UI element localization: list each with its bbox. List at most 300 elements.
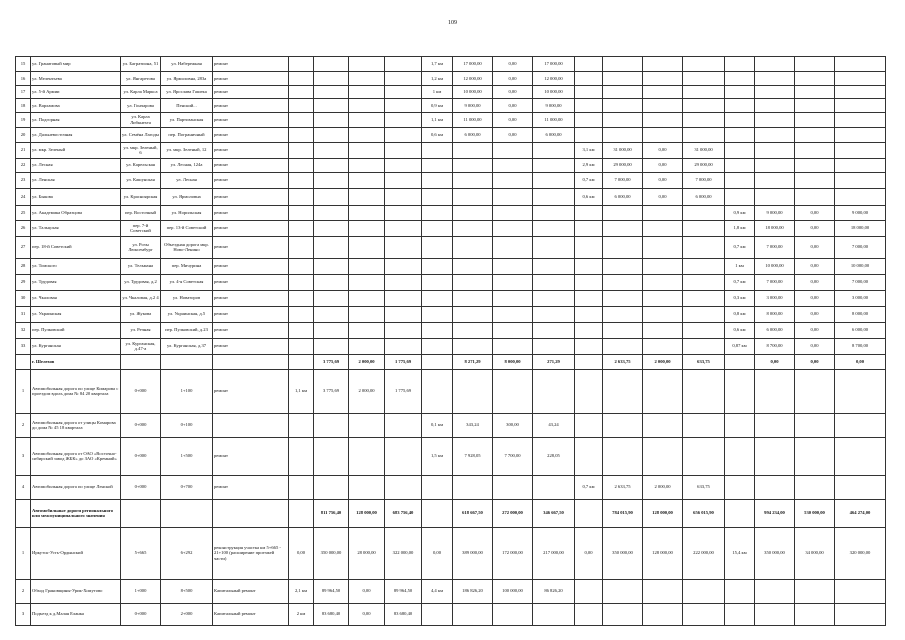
table-cell: ул. Карла Маркса: [121, 85, 161, 99]
table-cell: 3 775,69: [314, 354, 349, 369]
table-cell: [349, 205, 385, 220]
table-cell: 128 000,00: [643, 499, 683, 527]
table-cell: [349, 142, 385, 158]
table-cell: 8 000,00: [755, 306, 795, 322]
table-cell: [683, 127, 725, 142]
table-cell: 0,00: [795, 354, 835, 369]
table-cell: 1,2 км: [422, 72, 453, 86]
table-cell: [314, 57, 349, 72]
table-cell: [314, 99, 349, 113]
table-cell: [643, 338, 683, 354]
table-cell: [643, 579, 683, 603]
table-cell: 28: [16, 258, 31, 274]
table-cell: [755, 99, 795, 113]
table-cell: ул. Багратиона, 51: [121, 57, 161, 72]
table-cell: [533, 236, 575, 258]
table-cell: [575, 112, 603, 127]
table-cell: [453, 290, 493, 306]
table-cell: 172 000,00: [493, 527, 533, 579]
table-cell: [533, 188, 575, 205]
table-row: [16, 322, 886, 338]
table-cell: 0+000: [121, 603, 161, 625]
table-cell: [213, 354, 289, 369]
table-cell: [385, 437, 422, 475]
table-cell: [533, 290, 575, 306]
table-cell: [755, 127, 795, 142]
table-cell: [314, 158, 349, 172]
table-cell: 530 000,00: [795, 499, 835, 527]
table-cell: 17 000,00: [533, 57, 575, 72]
table-cell: [603, 236, 643, 258]
table-cell: 89 964,50: [385, 579, 422, 603]
table-cell: 343,24: [453, 413, 493, 437]
table-cell: [385, 306, 422, 322]
table-cell: 29: [16, 274, 31, 290]
table-cell: [795, 369, 835, 413]
table-cell: 3 000,00: [835, 290, 886, 306]
table-cell: [835, 85, 886, 99]
table-cell: [795, 112, 835, 127]
table-cell: [453, 236, 493, 258]
table-cell: 4,4 км: [422, 579, 453, 603]
table-cell: 2 633,75: [603, 475, 643, 499]
table-cell: [422, 158, 453, 172]
table-cell: [835, 579, 886, 603]
table-cell: ремонт: [213, 258, 289, 274]
table-cell: [289, 290, 314, 306]
table-cell: [314, 142, 349, 158]
table-cell: [683, 112, 725, 127]
table-cell: [603, 603, 643, 625]
table-cell: 1,7 км: [422, 57, 453, 72]
table-cell: 0,1 км: [422, 413, 453, 437]
table-cell: 320 000,00: [835, 527, 886, 579]
table-cell: [575, 499, 603, 527]
table-cell: [643, 258, 683, 274]
table-cell: [289, 437, 314, 475]
table-cell: [643, 290, 683, 306]
table-cell: ул. Кашунская: [121, 172, 161, 188]
table-cell: 19: [16, 112, 31, 127]
table-cell: [349, 158, 385, 172]
table-cell: 0,00: [349, 579, 385, 603]
table-cell: 2,9 км: [575, 158, 603, 172]
table-cell: ул. Ярослава Гашека: [161, 85, 213, 99]
table-cell: 350 000,00: [314, 527, 349, 579]
table-cell: 0,00: [643, 158, 683, 172]
table-cell: [755, 437, 795, 475]
table-cell: 27: [16, 236, 31, 258]
table-cell: [683, 437, 725, 475]
table-cell: [289, 172, 314, 188]
table-cell: [161, 354, 213, 369]
table-cell: [493, 475, 533, 499]
table-cell: [289, 413, 314, 437]
table-cell: [533, 322, 575, 338]
table-cell: [422, 354, 453, 369]
table-cell: [603, 72, 643, 86]
table-cell: 0,7 км: [725, 236, 755, 258]
table-cell: [349, 112, 385, 127]
table-cell: ул. Розы Люксембург: [121, 236, 161, 258]
table-cell: [493, 220, 533, 236]
table-cell: [643, 603, 683, 625]
table-cell: [349, 413, 385, 437]
table-cell: [835, 188, 886, 205]
table-cell: [385, 85, 422, 99]
table-cell: 271,29: [533, 354, 575, 369]
table-cell: 0,9 км: [725, 205, 755, 220]
table-cell: [385, 220, 422, 236]
table-cell: 683 756,40: [385, 499, 422, 527]
table-cell: [493, 369, 533, 413]
table-cell: [422, 290, 453, 306]
table-cell: 811 756,40: [314, 499, 349, 527]
table-cell: [493, 274, 533, 290]
table-cell: [493, 236, 533, 258]
table-cell: [493, 603, 533, 625]
table-row: [16, 290, 886, 306]
table-cell: [755, 57, 795, 72]
table-cell: [835, 369, 886, 413]
table-cell: 3: [16, 437, 31, 475]
table-cell: [683, 274, 725, 290]
table-cell: [453, 322, 493, 338]
table-cell: [575, 57, 603, 72]
table-cell: пер. 7-й Советский: [121, 220, 161, 236]
table-cell: 0,00: [493, 72, 533, 86]
table-cell: [683, 72, 725, 86]
table-cell: 0,87 км: [725, 338, 755, 354]
table-cell: [493, 142, 533, 158]
table-cell: [795, 85, 835, 99]
table-cell: [493, 158, 533, 172]
table-cell: ул. Гранатовый мир: [31, 57, 121, 72]
table-cell: [575, 306, 603, 322]
table-cell: [314, 274, 349, 290]
table-cell: 2,1 км: [289, 579, 314, 603]
table-cell: [385, 236, 422, 258]
table-row: [16, 127, 886, 142]
table-cell: [289, 220, 314, 236]
table-cell: [314, 85, 349, 99]
table-cell: пер. 13-й Советский: [161, 220, 213, 236]
table-cell: [493, 322, 533, 338]
table-cell: [314, 290, 349, 306]
table-cell: [349, 188, 385, 205]
table-cell: [453, 338, 493, 354]
table-cell: [575, 85, 603, 99]
table-cell: ремонт: [213, 172, 289, 188]
table-cell: [755, 72, 795, 86]
table-cell: 9 000,00: [835, 205, 886, 220]
table-cell: [725, 112, 755, 127]
table-cell: 2 000,00: [643, 354, 683, 369]
table-row: [16, 99, 886, 113]
table-cell: ул. Дальневосточная: [31, 127, 121, 142]
table-cell: [603, 99, 643, 113]
table-cell: [16, 354, 31, 369]
table-cell: Подъезд к д.Малая Еланка: [31, 603, 121, 625]
table-cell: [835, 413, 886, 437]
table-cell: 1: [16, 369, 31, 413]
table-cell: 7 700,00: [493, 437, 533, 475]
table-cell: [533, 142, 575, 158]
table-cell: [575, 579, 603, 603]
table-cell: ул. Украинская: [31, 306, 121, 322]
table-cell: 31 000,00: [603, 142, 643, 158]
table-cell: [289, 99, 314, 113]
table-cell: 10 000,00: [533, 85, 575, 99]
table-cell: [575, 322, 603, 338]
table-cell: [422, 205, 453, 220]
table-cell: [835, 127, 886, 142]
table-cell: [314, 127, 349, 142]
table-cell: [725, 85, 755, 99]
table-cell: 186 826,20: [453, 579, 493, 603]
table-cell: реконструкция участка км 5+665 - 21+100 (расширение проезжей части): [213, 527, 289, 579]
table-cell: 618 667,50: [453, 499, 493, 527]
road-works-table: [15, 56, 886, 626]
table-cell: ул. Лесная: [31, 158, 121, 172]
table-cell: ремонт: [213, 322, 289, 338]
table-cell: ул. Курганская, д.47-а: [121, 338, 161, 354]
table-cell: [683, 258, 725, 274]
table-cell: ремонт: [213, 338, 289, 354]
table-cell: [725, 603, 755, 625]
table-cell: ремонт: [213, 306, 289, 322]
table-cell: [385, 99, 422, 113]
table-cell: [755, 369, 795, 413]
table-cell: 18 000,00: [835, 220, 886, 236]
table-cell: 128 000,00: [349, 499, 385, 527]
table-cell: [575, 236, 603, 258]
table-row: [16, 72, 886, 86]
table-cell: [755, 158, 795, 172]
table-row: [16, 258, 886, 274]
table-cell: [533, 338, 575, 354]
table-cell: [533, 220, 575, 236]
table-cell: ремонт: [213, 85, 289, 99]
table-cell: 8 700,00: [755, 338, 795, 354]
table-cell: [795, 172, 835, 188]
table-cell: 1+000: [121, 579, 161, 603]
table-cell: [533, 205, 575, 220]
table-cell: [835, 172, 886, 188]
table-cell: [453, 220, 493, 236]
table-cell: 2: [16, 579, 31, 603]
table-cell: [643, 205, 683, 220]
table-cell: [314, 258, 349, 274]
table-cell: [385, 290, 422, 306]
table-cell: Иркутск-Усть-Ордынский: [31, 527, 121, 579]
table-cell: 6 000,00: [533, 127, 575, 142]
table-cell: 0,00: [795, 338, 835, 354]
table-cell: 10 000,00: [755, 258, 795, 274]
table-cell: [422, 475, 453, 499]
table-cell: ул. Норильская: [161, 205, 213, 220]
table-cell: Автомобильные дороги регионального или межмуниципального значения: [31, 499, 121, 527]
table-cell: ул. Ярмоловна, 283а: [161, 72, 213, 86]
table-cell: 7 000,00: [835, 236, 886, 258]
table-cell: [314, 220, 349, 236]
table-cell: [795, 475, 835, 499]
table-cell: [422, 274, 453, 290]
table-cell: пер. Восточный: [121, 205, 161, 220]
table-cell: ул. Украинская, д.5: [161, 306, 213, 322]
table-cell: [725, 579, 755, 603]
table-cell: 15: [16, 57, 31, 72]
table-cell: [453, 369, 493, 413]
table-row: [16, 236, 886, 258]
table-cell: [493, 188, 533, 205]
table-cell: [795, 188, 835, 205]
table-cell: ул. Быкова: [31, 188, 121, 205]
table-cell: ул. Мелентьева: [31, 72, 121, 86]
table-cell: 0,00: [493, 127, 533, 142]
table-cell: [385, 142, 422, 158]
table-cell: 7 000,00: [755, 236, 795, 258]
table-cell: 633,75: [683, 354, 725, 369]
table-cell: [643, 437, 683, 475]
table-cell: 28 000,00: [349, 527, 385, 579]
table-cell: [835, 72, 886, 86]
table-cell: [422, 306, 453, 322]
table-cell: 1,5 км: [422, 437, 453, 475]
table-cell: [422, 338, 453, 354]
table-cell: 17 000,00: [453, 57, 493, 72]
table-cell: 0,00: [643, 142, 683, 158]
table-cell: [385, 413, 422, 437]
table-cell: 11 000,00: [453, 112, 493, 127]
table-cell: 2 000,00: [643, 475, 683, 499]
table-cell: [725, 475, 755, 499]
table-cell: [795, 57, 835, 72]
table-cell: 31: [16, 306, 31, 322]
table-cell: 7 000,00: [835, 274, 886, 290]
table-cell: [349, 236, 385, 258]
table-cell: ул. Ленская: [31, 172, 121, 188]
table-cell: Капитальный ремонт: [213, 579, 289, 603]
table-cell: [643, 413, 683, 437]
table-cell: [643, 112, 683, 127]
table-cell: 30: [16, 290, 31, 306]
table-cell: ремонт: [213, 57, 289, 72]
table-cell: [725, 99, 755, 113]
table-cell: 1: [16, 527, 31, 579]
table-cell: 1 км: [422, 85, 453, 99]
table-cell: [349, 475, 385, 499]
table-cell: [314, 172, 349, 188]
table-cell: [575, 338, 603, 354]
table-cell: 6 000,00: [835, 322, 886, 338]
table-cell: [385, 127, 422, 142]
table-cell: 1+100: [161, 369, 213, 413]
table-cell: [289, 354, 314, 369]
table-cell: ул. Речная: [121, 322, 161, 338]
table-cell: ремонт: [213, 127, 289, 142]
table-cell: [453, 172, 493, 188]
table-cell: ремонт: [213, 290, 289, 306]
table-cell: [603, 258, 643, 274]
table-cell: [213, 413, 289, 437]
table-cell: [755, 603, 795, 625]
table-cell: 2: [16, 413, 31, 437]
table-cell: Капитальный ремонт: [213, 603, 289, 625]
table-cell: ул. мкр. Зеленый, 12: [161, 142, 213, 158]
table-cell: пер. 18-й Советский: [31, 236, 121, 258]
table-cell: [453, 188, 493, 205]
table-cell: [643, 72, 683, 86]
table-cell: 6 000,00: [603, 188, 643, 205]
table-cell: ул. Трудовая: [31, 274, 121, 290]
table-cell: 7 000,00: [683, 172, 725, 188]
table-cell: 0,00: [795, 274, 835, 290]
table-cell: [755, 112, 795, 127]
table-cell: [493, 205, 533, 220]
table-cell: 0,00: [575, 527, 603, 579]
table-cell: [453, 603, 493, 625]
table-cell: ул. Курганская, д.37: [161, 338, 213, 354]
table-cell: 83 680,40: [314, 603, 349, 625]
table-cell: 10 000,00: [835, 258, 886, 274]
table-cell: [422, 172, 453, 188]
table-cell: 29 000,00: [683, 158, 725, 172]
table-cell: [422, 142, 453, 158]
table-cell: ремонт: [213, 236, 289, 258]
table-cell: [603, 413, 643, 437]
table-cell: [453, 142, 493, 158]
table-cell: [349, 338, 385, 354]
table-cell: 0+000: [121, 369, 161, 413]
table-cell: 83 680,40: [385, 603, 422, 625]
table-cell: [533, 172, 575, 188]
table-cell: 7 000,00: [603, 172, 643, 188]
table-cell: [385, 57, 422, 72]
table-cell: 0,6 км: [725, 322, 755, 338]
table-cell: [121, 354, 161, 369]
table-cell: 26: [16, 220, 31, 236]
table-cell: ул. 4-я Советская: [161, 274, 213, 290]
table-cell: ул. Семёна Лагоды: [121, 127, 161, 142]
table-cell: [643, 322, 683, 338]
table-cell: [349, 99, 385, 113]
table-cell: 7 000,00: [755, 274, 795, 290]
table-cell: [835, 475, 886, 499]
table-cell: [643, 306, 683, 322]
table-cell: [795, 127, 835, 142]
table-cell: пер. Пулковский, д.23: [161, 322, 213, 338]
table-row: [16, 158, 886, 172]
table-cell: 2 000,00: [349, 369, 385, 413]
table-cell: [755, 172, 795, 188]
table-cell: [16, 499, 31, 527]
table-cell: ул. Академика Образцова: [31, 205, 121, 220]
table-cell: 0,3 км: [725, 290, 755, 306]
table-cell: [493, 172, 533, 188]
table-cell: ремонт: [213, 220, 289, 236]
table-cell: 272 000,00: [493, 499, 533, 527]
table-cell: [349, 258, 385, 274]
table-cell: [349, 57, 385, 72]
table-cell: [683, 99, 725, 113]
table-cell: [533, 603, 575, 625]
table-cell: [289, 142, 314, 158]
table-cell: 656 015,90: [683, 499, 725, 527]
table-cell: ул. мкр. Зеленый, 6: [121, 142, 161, 158]
table-cell: 0,6 км: [422, 127, 453, 142]
table-cell: 322 000,00: [385, 527, 422, 579]
